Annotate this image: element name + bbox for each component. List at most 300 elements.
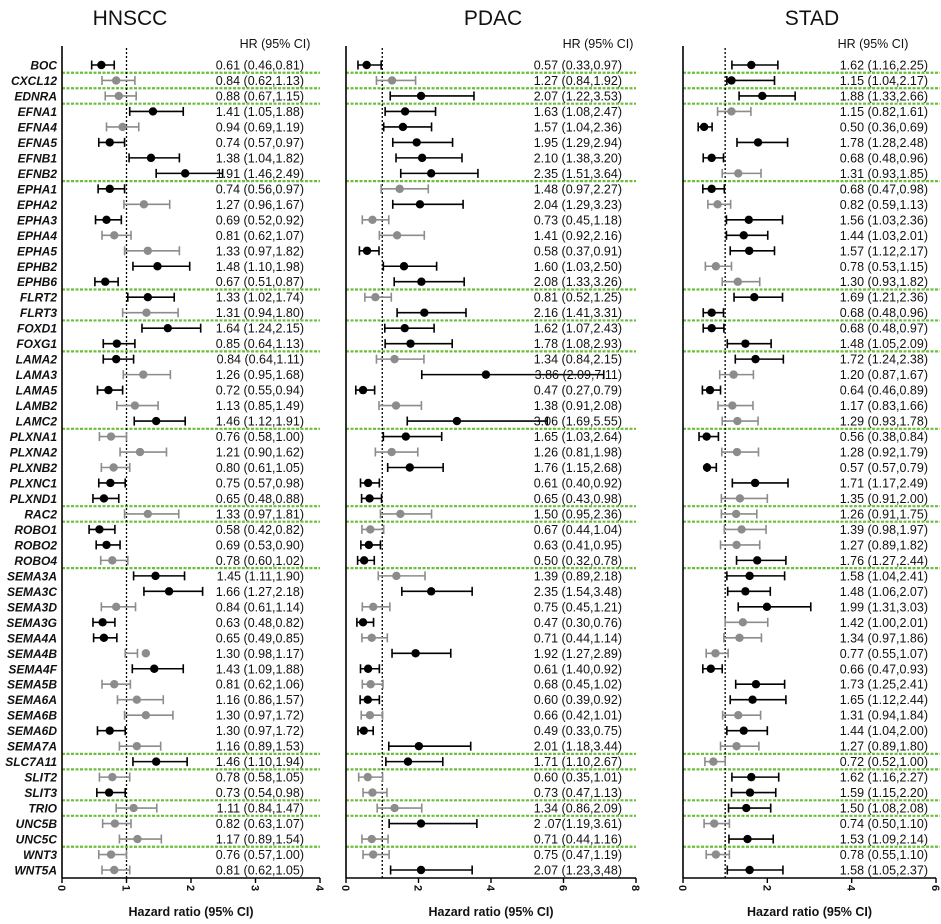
hr-value-text: 1.62 (1.16,2.27) <box>839 770 928 785</box>
gene-label: EFNA4 <box>17 120 57 135</box>
gene-label: FLRT3 <box>19 306 57 321</box>
hr-value-text: 1.63 (1.08,2.47) <box>533 104 622 119</box>
hr-point <box>359 386 367 394</box>
gene-label: SEMA3G <box>6 615 57 630</box>
hr-value-text: 1.38 (1.04,1.82) <box>215 151 304 166</box>
gene-label: SEMA3C <box>6 584 57 599</box>
hr-value-text: 0.50 (0.36,0.69) <box>839 120 928 135</box>
x-tick-label: 0 <box>55 884 67 892</box>
hr-value-text: 1.71 (1.10,2.67) <box>533 755 622 770</box>
gene-label: WNT5A <box>14 863 57 878</box>
hr-value-text: 1.33 (1.02,1.74) <box>215 290 304 305</box>
hr-value-text: 1.38 (0.91,2.08) <box>533 399 622 414</box>
gene-label: SEMA5B <box>6 677 57 692</box>
hr-value-text: 1.41 (0.92,2.16) <box>533 228 622 243</box>
gene-label: SEMA4B <box>6 646 57 661</box>
hr-point <box>390 804 398 812</box>
hr-point <box>737 525 745 533</box>
hr-point <box>133 696 141 704</box>
gene-label: PLXNC1 <box>9 476 57 491</box>
hr-point <box>402 432 410 440</box>
hr-point <box>107 432 115 440</box>
gene-label: SEMA6D <box>6 724 57 739</box>
hr-point <box>404 757 412 765</box>
hr-point <box>108 773 116 781</box>
hr-point <box>707 308 715 316</box>
hr-point <box>707 324 715 332</box>
hr-value-text: 0.72 (0.55,0.94) <box>215 383 304 398</box>
hr-value-text: 0.71 (0.44,1.16) <box>533 832 622 847</box>
gene-label: PLXNA1 <box>9 430 57 445</box>
hr-point <box>149 107 157 115</box>
hr-point <box>368 788 376 796</box>
hr-point <box>144 293 152 301</box>
hr-point <box>136 448 144 456</box>
hr-value-text: 1.71 (1.17,2.49) <box>839 476 928 491</box>
hr-value-text: 1.78 (1.28,2.48) <box>839 135 928 150</box>
gene-label: LAMA5 <box>15 383 57 398</box>
hr-point <box>712 262 720 270</box>
hr-point <box>106 185 114 193</box>
hr-point <box>368 835 376 843</box>
hr-value-text: 1.26 (0.95,1.68) <box>215 368 304 383</box>
hr-point <box>732 541 740 549</box>
hr-value-text: 1.95 (1.29,2.94) <box>533 135 622 150</box>
hr-value-text: 0.84 (0.62,1.13) <box>215 73 304 88</box>
hr-point <box>363 247 371 255</box>
gene-label: EPHA1 <box>16 182 57 197</box>
hr-value-text: 0.60 (0.39,0.92) <box>533 693 622 708</box>
hr-point <box>763 603 771 611</box>
hr-value-text: 2.35 (1.54,3.48) <box>533 584 622 599</box>
hr-value-text: 0.60 (0.35,1.01) <box>533 770 622 785</box>
hr-point <box>106 138 114 146</box>
gene-label: LAMB2 <box>15 399 57 414</box>
hr-value-text: 0.75 (0.45,1.21) <box>533 600 622 615</box>
hr-value-text: 2.08 (1.33,3.26) <box>533 275 622 290</box>
hr-point <box>740 726 748 734</box>
hr-point <box>152 757 160 765</box>
hr-point <box>95 525 103 533</box>
hr-value-text: 1.33 (0.97,1.82) <box>215 244 304 259</box>
hr-value-text: 1.45 (1.11,1.90) <box>216 569 304 584</box>
hr-value-text: 0.61 (1.40,0.92) <box>533 662 622 677</box>
hr-point <box>727 76 735 84</box>
hr-value-text: 1.34 (0.97,1.86) <box>839 631 928 646</box>
hr-point <box>129 804 137 812</box>
hr-point <box>366 680 374 688</box>
gene-label: EFNB1 <box>17 151 57 166</box>
hr-point <box>101 278 109 286</box>
hr-point <box>406 339 414 347</box>
hr-value-text: 0.56 (0.38,0.84) <box>839 430 928 445</box>
hr-value-text: 1.53 (1.09,2.14) <box>839 832 928 847</box>
hr-value-text: 0.76 (0.58,1.00) <box>215 430 304 445</box>
hr-value-text: 0.64 (0.46,0.89) <box>839 383 928 398</box>
hr-value-text: 1.34 (0.86,2.09) <box>533 801 622 816</box>
hr-point <box>110 866 118 874</box>
hr-value-text: 1.62 (1.07,2.43) <box>533 321 622 336</box>
hr-point <box>100 494 108 502</box>
panel-title-hnscc: HNSCC <box>92 7 168 30</box>
hr-point <box>359 618 367 626</box>
hr-point <box>369 603 377 611</box>
x-tick-label: 4 <box>313 884 325 892</box>
hr-point <box>702 432 710 440</box>
hr-value-text: 0.68 (0.45,1.02) <box>533 677 622 692</box>
hr-value-text: 0.66 (0.47,0.93) <box>839 662 928 677</box>
gene-label: FOXG1 <box>16 337 57 352</box>
hr-point <box>709 757 717 765</box>
hr-value-text: 1.48 (1.05,2.09) <box>839 337 928 352</box>
hr-value-text: 1.48 (1.06,2.07) <box>839 584 928 599</box>
hr-point <box>152 417 160 425</box>
hr-point <box>104 386 112 394</box>
gene-label: FLRT2 <box>19 290 57 305</box>
hr-point <box>412 138 420 146</box>
hr-value-text: 1.46 (1.12,1.91) <box>215 414 304 429</box>
hr-point <box>700 123 708 131</box>
hr-point <box>165 587 173 595</box>
hr-value-text: 1.13 (0.85,1.49) <box>215 399 304 414</box>
hr-point <box>140 200 148 208</box>
hr-point <box>365 541 373 549</box>
x-tick-label: 8 <box>629 884 641 892</box>
hr-value-text: 1.41 (1.05,1.88) <box>215 104 304 119</box>
hr-point <box>703 463 711 471</box>
hr-value-text: 1.69 (1.21,2.36) <box>839 290 928 305</box>
gene-label: PLXNA2 <box>9 445 57 460</box>
hr-value-text: 1.30 (0.93,1.82) <box>839 275 928 290</box>
hr-value-text: 0.88 (0.67,1.15) <box>215 89 304 104</box>
hr-value-text: 0.67 (0.51,0.87) <box>215 275 304 290</box>
hr-point <box>392 401 400 409</box>
hr-point <box>750 293 758 301</box>
hr-point <box>735 634 743 642</box>
hr-value-text: 0.68 (0.48,0.96) <box>839 151 928 166</box>
gene-label: LAMA3 <box>15 368 57 383</box>
hr-value-text: 1.59 (1.15,2.20) <box>839 786 928 801</box>
hr-point <box>111 819 119 827</box>
hr-point <box>147 154 155 162</box>
hr-point <box>707 185 715 193</box>
hr-point <box>406 463 414 471</box>
hr-point <box>112 76 120 84</box>
hr-point <box>733 448 741 456</box>
x-tick-label: 0 <box>339 884 351 892</box>
hr-point <box>732 510 740 518</box>
hr-point <box>133 742 141 750</box>
hr-point <box>396 510 404 518</box>
hr-point <box>105 788 113 796</box>
gene-label: ROBO2 <box>14 538 57 553</box>
gene-label: SEMA4F <box>8 662 57 677</box>
x-tick-label: 6 <box>929 884 941 892</box>
hr-point <box>745 572 753 580</box>
hr-value-text: 1.56 (1.03,2.36) <box>839 213 928 228</box>
gene-label: RAC2 <box>24 507 57 522</box>
hr-point <box>747 773 755 781</box>
hr-value-text: 0.78 (0.60,1.02) <box>215 553 304 568</box>
hr-value-text: 2.07 (1.22,3.53) <box>533 89 622 104</box>
hr-value-text: 1.66 (1.27,2.18) <box>215 584 304 599</box>
gene-label: EFNA1 <box>17 104 57 119</box>
hr-point <box>753 556 761 564</box>
hr-point <box>387 448 395 456</box>
hr-value-text: 1.92 (1.27,2.89) <box>533 646 622 661</box>
hr-point <box>417 819 425 827</box>
hr-value-text: 0.73 (0.45,1.18) <box>533 213 622 228</box>
hr-point <box>142 711 150 719</box>
hr-value-text: 1.65 (1.03,2.64) <box>533 430 622 445</box>
hr-point <box>110 680 118 688</box>
hr-point <box>743 835 751 843</box>
hr-point <box>144 510 152 518</box>
x-tick-label: 3 <box>248 884 261 892</box>
hr-value-text: 1.88 (1.33,2.66) <box>839 89 928 104</box>
hr-value-text: 1.16 (0.86,1.57) <box>215 693 304 708</box>
hr-point <box>113 339 121 347</box>
x-axis-label: Hazard ratio (95% CI) <box>746 905 873 919</box>
hr-point <box>734 711 742 719</box>
hr-value-text: 0.57 (0.33,0.97) <box>533 58 622 73</box>
gene-label: UNC5B <box>15 817 57 832</box>
hr-value-text: 0.84 (0.61,1.14) <box>215 600 304 615</box>
hr-value-text: 0.61 (0.40,0.92) <box>533 476 622 491</box>
hr-point <box>416 200 424 208</box>
hr-value-text: 0.82 (0.59,1.13) <box>839 197 928 212</box>
hr-value-text: 0.78 (0.58,1.05) <box>215 770 304 785</box>
hr-point <box>390 355 398 363</box>
gene-label: SLIT3 <box>24 786 57 801</box>
hr-point <box>729 370 737 378</box>
hr-point <box>388 76 396 84</box>
hr-point <box>108 556 116 564</box>
hr-value-text: 0.84 (0.64,1.11) <box>216 352 304 367</box>
hr-point <box>733 417 741 425</box>
x-tick-label: 0 <box>676 884 688 892</box>
hr-value-text: 1.46 (1.10,1.94) <box>215 755 304 770</box>
hr-point <box>360 556 368 564</box>
hr-point <box>420 308 428 316</box>
gene-label: SLC7A11 <box>5 755 57 770</box>
hr-point <box>417 866 425 874</box>
hr-point <box>393 231 401 239</box>
hr-point <box>732 742 740 750</box>
hr-value-text: 1.64 (1.24,2.15) <box>215 321 304 336</box>
hr-value-text: 0.57 (0.57,0.79) <box>839 461 928 475</box>
hr-value-text: 1.26 (0.91,1.75) <box>839 507 928 522</box>
hr-value-text: 0.85 (0.64,1.13) <box>215 337 304 352</box>
hr-value-text: 1.15 (0.82,1.61) <box>839 104 928 119</box>
hr-point <box>728 401 736 409</box>
hr-value-text: 0.63 (0.41,0.95) <box>533 538 622 553</box>
hr-point <box>745 247 753 255</box>
hr-point <box>418 154 426 162</box>
hr-point <box>369 850 377 858</box>
hr-point <box>110 231 118 239</box>
gene-label: UNC5C <box>15 832 57 847</box>
hr-point <box>144 247 152 255</box>
hr-value-text: 1.15 (1.04,2.17) <box>839 73 928 88</box>
hr-point <box>741 587 749 595</box>
hr-point <box>748 696 756 704</box>
hr-point <box>415 742 423 750</box>
gene-label: TRIO <box>28 801 57 816</box>
x-tick-label: 2 <box>760 884 773 892</box>
hr-point <box>102 216 110 224</box>
hr-point <box>364 773 372 781</box>
hr-value-text: 1.99 (1.31,3.03) <box>839 600 928 615</box>
hr-value-text: 1.62 (1.16,2.25) <box>839 58 928 73</box>
hr-point <box>364 696 372 704</box>
gene-label: SEMA6B <box>6 708 57 723</box>
hr-value-text: 1.27 (0.96,1.67) <box>215 197 304 212</box>
hr-value-text: 0.75 (0.47,1.19) <box>533 848 622 863</box>
hr-value-text: 0.65 (0.48,0.88) <box>215 491 304 506</box>
hr-value-text: 2 .07(1.19,3.61) <box>533 817 622 832</box>
hr-value-text: 0.82 (0.63,1.07) <box>215 817 304 832</box>
hr-point <box>365 494 373 502</box>
hr-point <box>142 649 150 657</box>
hr-point <box>368 216 376 224</box>
hr-value-text: 1.33 (0.97,1.81) <box>215 507 304 522</box>
gene-label: WNT3 <box>23 848 57 863</box>
gene-label: PLXND1 <box>9 491 57 506</box>
hr-value-text: 0.75 (0.57,0.98) <box>215 476 304 491</box>
hr-point <box>115 92 123 100</box>
hr-value-text: 1.30 (0.97,1.72) <box>215 724 304 739</box>
hr-value-text: 1.28 (0.92,1.79) <box>839 445 928 460</box>
hr-value-text: 1.27 (0.89,1.80) <box>839 739 928 754</box>
gene-label: EPHA2 <box>16 197 57 212</box>
hr-value-text: 1.16 (0.89,1.53) <box>215 739 304 754</box>
hr-point <box>746 788 754 796</box>
hr-point <box>118 123 126 131</box>
hr-value-text: 1.29 (0.93,1.78) <box>839 414 928 429</box>
hr-point <box>707 665 715 673</box>
gene-label: PLXNB2 <box>9 461 57 475</box>
hr-point <box>107 850 115 858</box>
hr-point <box>399 123 407 131</box>
hr-value-text: 0.78 (0.55,1.10) <box>839 848 928 863</box>
hr-value-text: 1.58 (1.05,2.37) <box>839 863 928 878</box>
hr-value-text: 0.67 (0.44,1.04) <box>533 522 622 537</box>
gene-label: EPHB2 <box>16 259 57 274</box>
hr-value-text: 0.74 (0.56,0.97) <box>215 182 304 197</box>
hr-value-text: 0.47 (0.30,0.76) <box>533 615 622 630</box>
hr-value-text: 0.81 (0.52,1.25) <box>533 290 622 305</box>
hr-value-text: 2.07 (1.23,3,48) <box>533 863 622 878</box>
hr-value-text: 0.69 (0.52,0.92) <box>215 213 304 228</box>
hr-point <box>153 262 161 270</box>
hr-value-text: 1.43 (1.09,1.88) <box>215 662 304 677</box>
gene-label: EPHA4 <box>16 228 57 243</box>
hr-value-text: 0.63 (0.48,0.82) <box>215 615 304 630</box>
hr-point <box>742 804 750 812</box>
hr-point <box>751 355 759 363</box>
hr-value-text: 1.44 (1.03,2.01) <box>839 228 928 243</box>
hr-point <box>366 525 374 533</box>
hr-value-text: 0.69 (0.53,0.90) <box>215 538 304 553</box>
hr-value-text: 0.74 (0.50,1.10) <box>839 817 928 832</box>
hr-point <box>112 355 120 363</box>
hr-point <box>734 169 742 177</box>
hr-point <box>427 169 435 177</box>
hr-point <box>712 850 720 858</box>
hr-value-text: 0.81 (0.62,1.06) <box>215 677 304 692</box>
hr-value-text: 0.74 (0.57,0.97) <box>215 135 304 150</box>
hr-value-text: 1.78 (1.08,2.93) <box>533 337 622 352</box>
x-axis-label: Hazard ratio (95% CI) <box>428 905 554 919</box>
gene-label: FOXD1 <box>16 321 57 336</box>
hr-point <box>417 92 425 100</box>
gene-label: SEMA4A <box>6 631 57 646</box>
gene-label: SEMA3D <box>6 600 57 615</box>
hr-value-text: 0.73 (0.54,0.98) <box>215 786 304 801</box>
hr-value-text: 1.17 (0.89,1.54) <box>215 832 304 847</box>
x-tick-label: 4 <box>484 884 496 892</box>
hr-point <box>112 603 120 611</box>
gene-label: SEMA3A <box>6 569 57 584</box>
hr-point <box>400 262 408 270</box>
hr-value-text: 1.58 (1.04,2.41) <box>839 569 928 584</box>
hr-value-text: 1.50 (0.95,2.36) <box>533 507 622 522</box>
hr-point <box>745 216 753 224</box>
hr-point <box>139 370 147 378</box>
hr-point <box>142 308 150 316</box>
x-tick-label: 6 <box>556 884 569 892</box>
hr-point <box>106 479 114 487</box>
hr-value-text: 1.76 (1.27,2.44) <box>839 553 928 568</box>
hr-value-text: 1.91 (1.46,2.49) <box>215 166 304 181</box>
gene-label: SLIT2 <box>24 770 57 785</box>
hr-value-text: 2.16 (1.41,3.31) <box>533 306 622 321</box>
hr-value-text: 0.81 (0.62,1.05) <box>215 863 304 878</box>
hr-point <box>392 572 400 580</box>
gene-label: ROBO4 <box>14 553 57 568</box>
hr-point <box>102 541 110 549</box>
hr-value-text: 2.10 (1.38,3.20) <box>533 151 622 166</box>
hr-value-text: 1.65 (1.12,2.44) <box>839 693 928 708</box>
hr-point <box>739 618 747 626</box>
hr-point <box>453 417 461 425</box>
hr-point <box>366 711 374 719</box>
hr-point <box>151 572 159 580</box>
hr-value-text: 1.31 (0.94,1.80) <box>215 306 304 321</box>
hr-value-text: 0.78 (0.53,1.15) <box>839 259 928 274</box>
hr-point <box>758 92 766 100</box>
hr-point <box>100 634 108 642</box>
hr-value-text: 0.94 (0.69,1.19) <box>215 120 304 135</box>
hr-value-text: 1.44 (1.04,2.00) <box>839 724 928 739</box>
hr-value-text: 1.20 (0.87,1.67) <box>839 368 928 383</box>
hr-value-text: 0.58 (0.42,0.82) <box>215 522 304 537</box>
hr-point <box>734 278 742 286</box>
hr-value-text: 1.17 (0.83,1.66) <box>839 399 928 414</box>
hr-value-text: 0.68 (0.48,0.96) <box>839 306 928 321</box>
hr-value-text: 1.30 (0.98,1.17) <box>215 646 304 661</box>
hr-point <box>401 107 409 115</box>
hr-value-text: 1.11 (0.84,1.47) <box>216 801 304 816</box>
x-tick-label: 2 <box>184 884 196 892</box>
hr-value-text: 0.66 (0.42,1.01) <box>533 708 622 723</box>
hr-value-text: 0.58 (0.37,0.91) <box>533 244 622 259</box>
ci-header: HR (95% CI) <box>837 37 909 51</box>
hr-point <box>106 726 114 734</box>
hr-point <box>752 680 760 688</box>
x-tick-label: 4 <box>844 884 857 892</box>
